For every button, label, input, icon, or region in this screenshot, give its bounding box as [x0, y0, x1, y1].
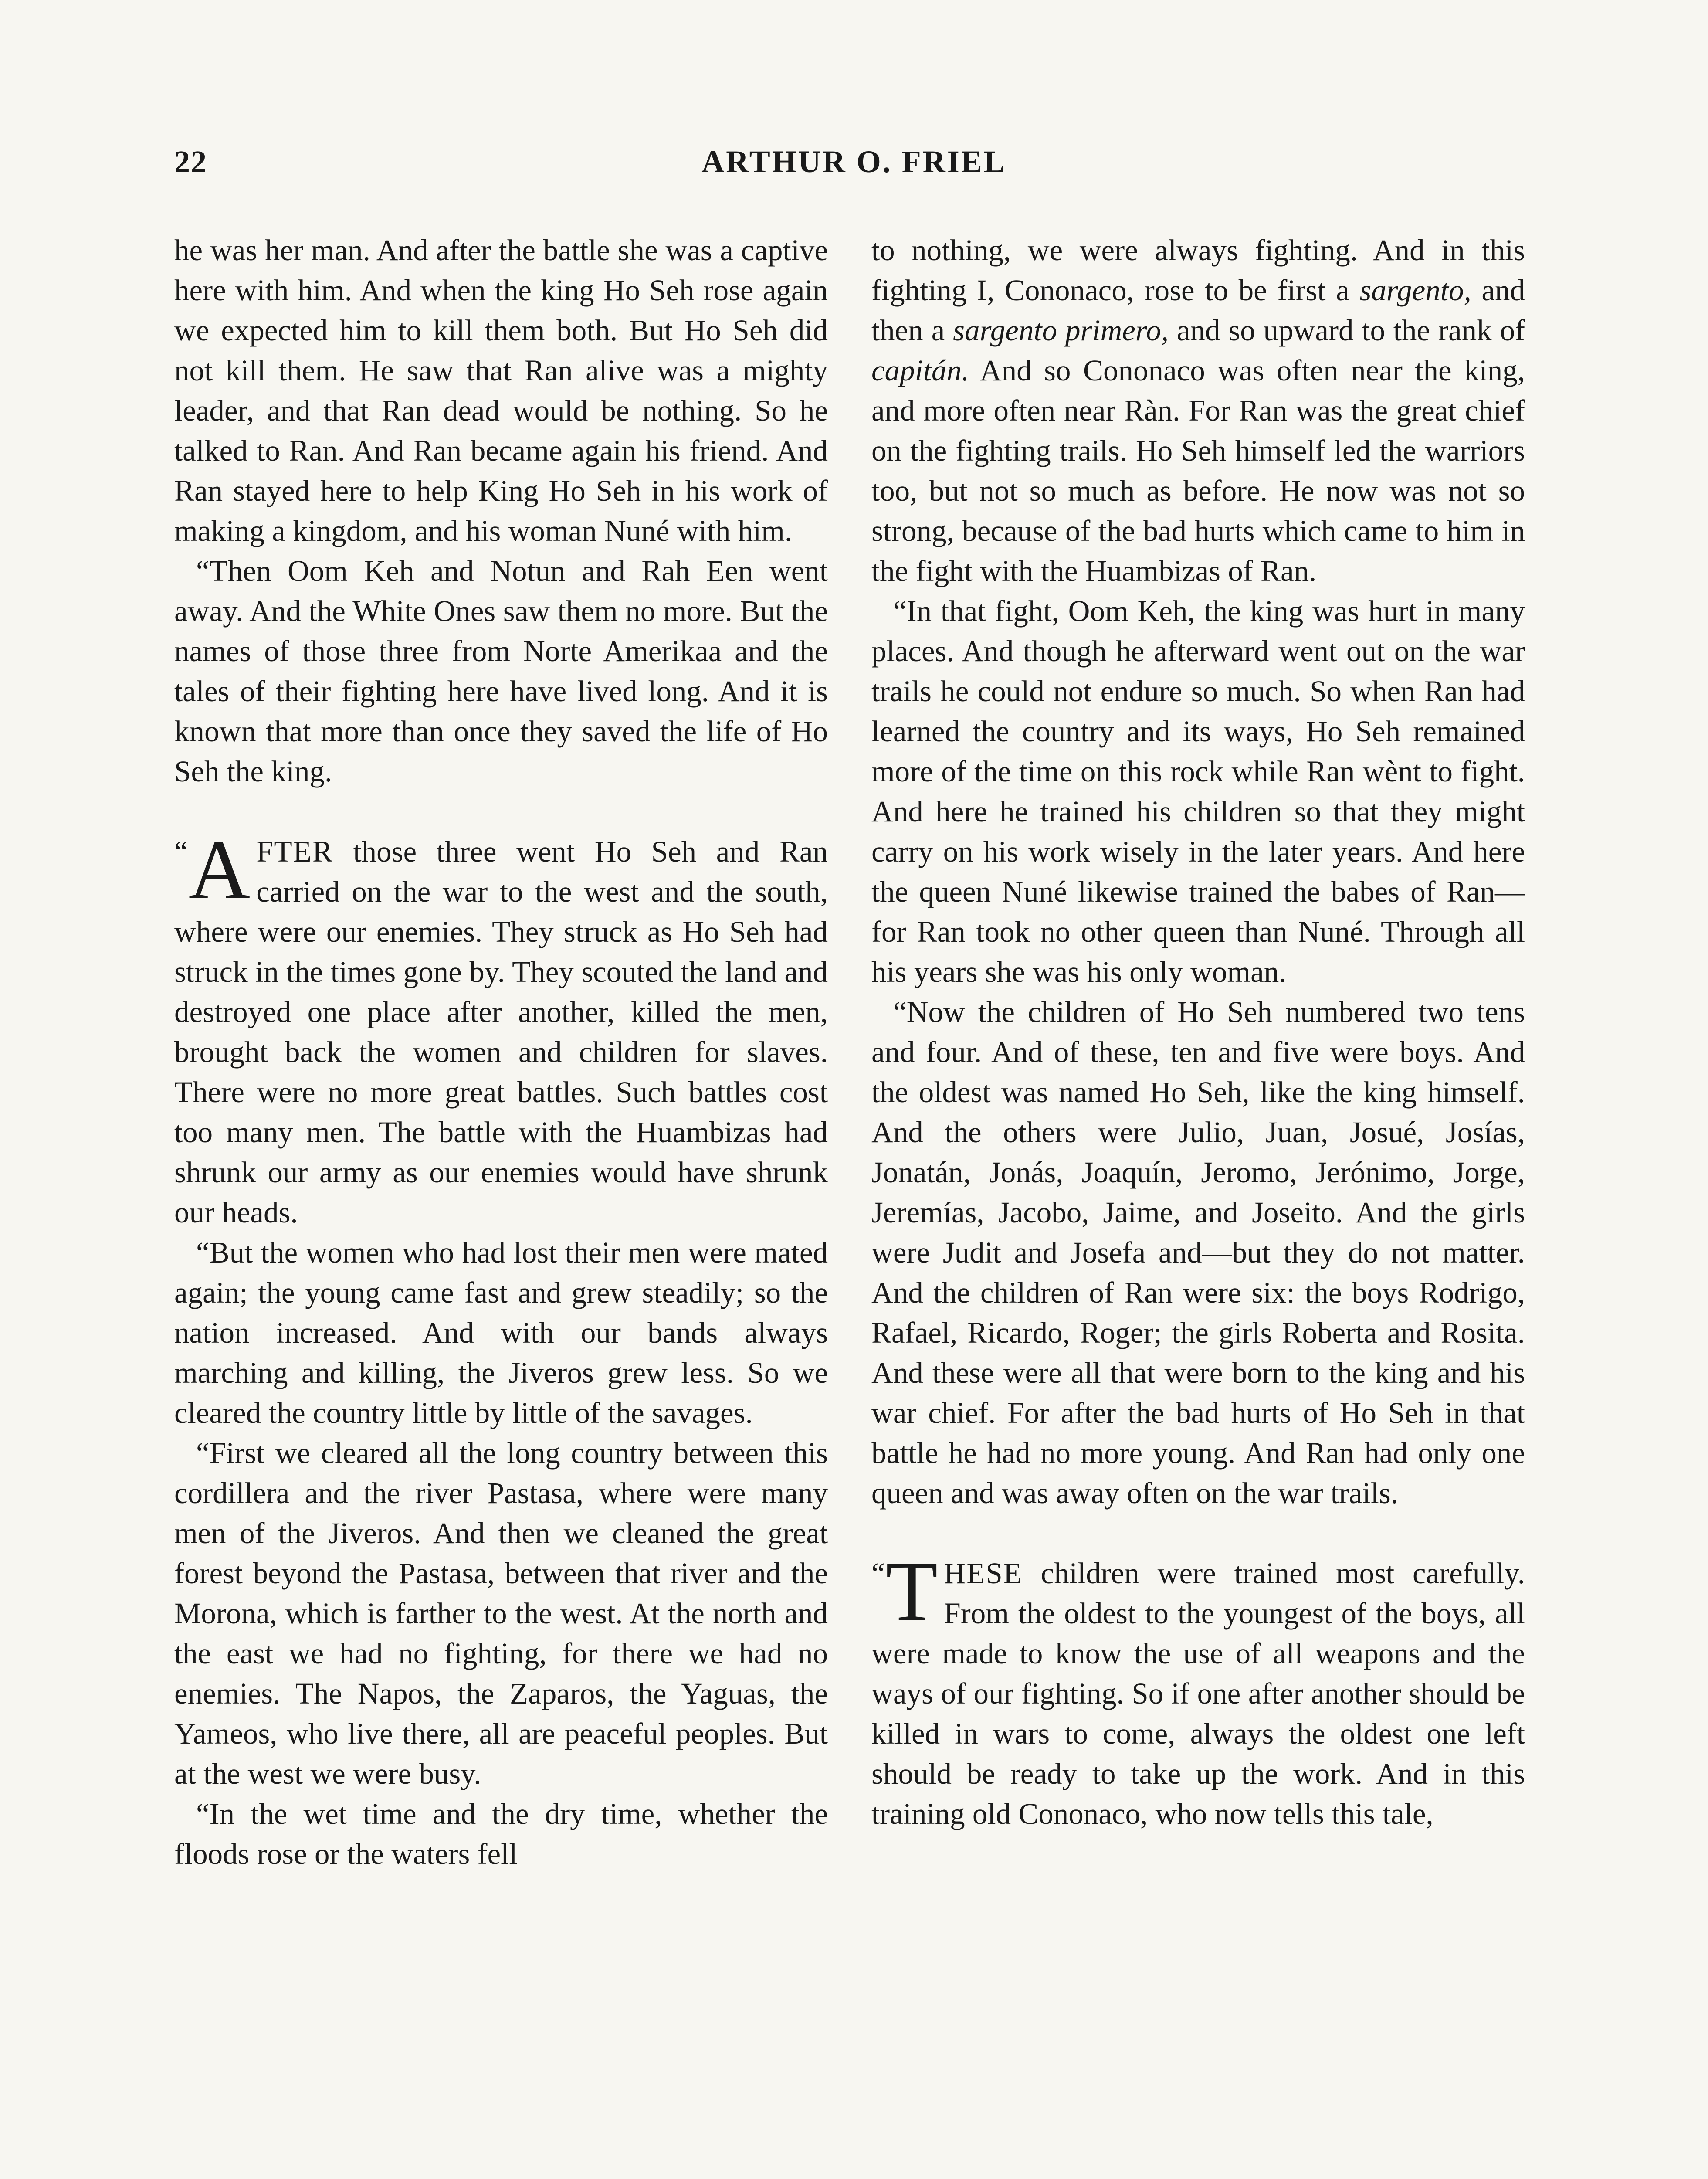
paragraph: “In the wet time and the dry time, whether the floods rose or the waters fell	[174, 1797, 828, 1870]
section-paragraph	[871, 1544, 1525, 1834]
paragraph: “But the women who had lost their men were mated again; the young came fast and grew steadily; so the nation increased. And with our bands always marching and killing, the Jiveros grew less. So we cleared the country little by little of the savages.	[174, 1236, 828, 1429]
opening-quote: “	[174, 835, 188, 868]
page-header	[174, 144, 1534, 187]
right-column	[871, 230, 1525, 1834]
paragraph: “Now the children of Ho Seh numbered two tens and four. And of these, ten and five were boys. And the oldest was named Ho Seh, like the king himself. And the others were Julio, Juan, Josué, Josías, Jonatán, Jonás, Joaquín, Jeromo, Jerónimo, Jorge, Jeremías, Jacobo, Jaime, and Joseito. And the girls were Judit and Josefa and—but they do not matter. And the children of Ran were six: the boys Rodrigo, Rafael, Ricardo, Roger; the girls Roberta and Rosita. And these were all that were born to the king and his war chief. For after the bad hurts of Ho Seh in that battle he had no more young. And Ran had only one queen and was away often on the war trails.	[871, 995, 1525, 1510]
paragraph-text: those three went Ho Seh and Ran carried on the war to the west and the south, where were our enemies. They struck as Ho Seh had struck in the times gone by. They scouted the land and destroyed one place after another, killed the men, brought back the women and children for slaves. There were no more great battles. Such battles cost too many men. The battle with the Huambizas had shrunk our army as our enemies would have shrunk our heads.	[174, 835, 828, 1229]
italic-term: capitán.	[871, 354, 969, 387]
text-run: to nothing, we were always fighting. And in this fighting I, Cononaco, rose to be first a	[871, 234, 1525, 307]
paragraph: he was her man. And after the battle she was a captive here with him. And when the king Ho Seh rose again we expected him to kill them both. But Ho Seh did not kill them. He saw that Ran alive was a mighty leader, and that Ran dead would be nothing. So he talked to Ran. And Ran became again his friend. And Ran stayed here to help King Ho Seh in his work of making a kingdom, and his woman Nuné with him.	[174, 234, 828, 547]
drop-cap: A	[188, 822, 251, 917]
italic-term: sargento,	[1359, 274, 1471, 307]
page-number: 22	[174, 144, 207, 179]
italic-term: sargento primero,	[953, 314, 1169, 347]
small-caps-lead: HESE	[944, 1557, 1023, 1590]
text-run: and so upward to the rank of	[1168, 314, 1525, 347]
paragraph-text: children were trained most carefully. From the oldest to the youngest of the boys, all were made to know the use of all weapons and the ways of our fighting. So if one after another should be killed in wars to come, always the oldest one left should be ready to take up the work. And in this training old Cononaco, who now tells this tale,	[871, 1557, 1525, 1830]
paragraph: “Then Oom Keh and Notun and Rah Een went away. And the White Ones saw them no more. But the names of those three from Norte Amerikaa and the tales of their fighting here have lived long. And it is known that more than once they saved the life of Ho Seh the king.	[174, 554, 828, 788]
opening-quote: “	[871, 1557, 885, 1590]
text-run: and then a	[871, 274, 1525, 347]
drop-cap: T	[885, 1544, 938, 1639]
small-caps-lead: FTER	[256, 835, 333, 868]
text-run: And so Cononaco was often near the king, and more often near Ràn. For Ran was the great chief on the fighting trails. Ho Seh himself led the warriors too, but not so much as before. He now was not so strong, because of the bad hurts which came to him in the fight with the Huambizas of Ran.	[871, 354, 1525, 587]
running-head: ARTHUR O. FRIEL	[702, 144, 1006, 179]
paragraph: “In that fight, Oom Keh, the king was hurt in many places. And though he afterward went out on the war trails he could not endure so much. So when Ran had learned the country and its ways, Ho Seh remained more of the time on this rock while Ran wènt to fight. And here he trained his children so that they might carry on his work wisely in the later years. And here the queen Nuné likewise trained the babes of Ran—for Ran took no other queen than Nuné. Through all his years she was his only woman.	[871, 594, 1525, 988]
paragraph	[871, 230, 1525, 591]
section-paragraph	[174, 822, 828, 1232]
left-column	[174, 230, 828, 1874]
paragraph: “First we cleared all the long country between this cordillera and the river Pastasa, where were many men of the Jiveros. And then we cleaned the great forest beyond the Pastasa, between that river and the Morona, which is farther to the west. At the north and the east we had no fighting, for there we had no enemies. The Napos, the Zaparos, the Yaguas, the Yameos, who live there, all are peaceful peoples. But at the west we were busy.	[174, 1436, 828, 1790]
